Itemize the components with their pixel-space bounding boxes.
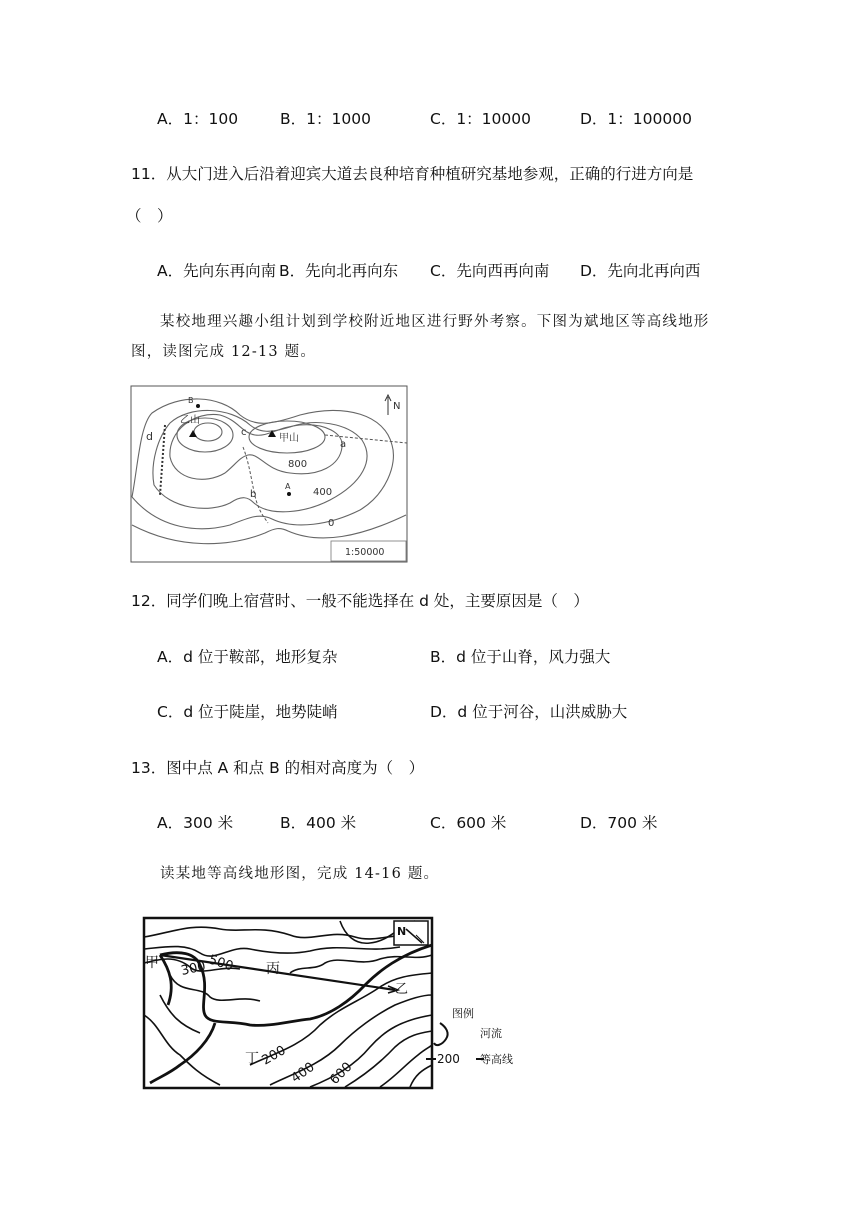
map2-label-600: 600: [327, 1059, 356, 1088]
map1-point-b-dot: [196, 404, 200, 408]
q13-option-a: A．300 米: [157, 814, 234, 832]
map1-label-800: 800: [288, 459, 308, 470]
map2-north-label: N: [397, 925, 407, 938]
map2-label-yi: 乙: [395, 982, 409, 997]
intro-12-13-line1: 某校地理兴趣小组计划到学校附近地区进行野外考察。下图为斌地区等高线地形: [160, 314, 710, 330]
map1-label-d: d: [146, 430, 153, 443]
map1-scale: 1:50000: [345, 547, 385, 558]
map1-label-0: 0: [328, 518, 335, 529]
map1-label-b: b: [250, 489, 257, 500]
map2-label-400: 400: [288, 1059, 318, 1087]
map2-legend-river-icon: [434, 1023, 448, 1045]
q12-option-b: B．d 位于山脊，风力强大: [430, 648, 611, 666]
map2-label-300: 300: [179, 959, 208, 979]
q10-option-d: D．1：100000: [580, 110, 692, 128]
map1-point-a-dot: [287, 492, 291, 496]
q10-option-c: C．1：10000: [430, 110, 531, 128]
map1-north-label: N: [393, 401, 401, 412]
q10-option-a: A．1：100: [157, 110, 239, 128]
map2-label-200: 200: [259, 1043, 289, 1069]
map1-label-c: c: [241, 427, 247, 438]
map2-legend-contour-value: 200: [437, 1052, 460, 1066]
q12-stem: 12．同学们晚上宿营时、一般不能选择在 d 处，主要原因是（ ）: [131, 592, 589, 610]
q12-option-d: D．d 位于河谷，山洪威胁大: [430, 703, 628, 721]
map2-label-jia: 甲: [145, 955, 159, 971]
map2-label-bing: 丙: [266, 961, 280, 977]
map2-label-500: 500: [206, 952, 236, 975]
q13-stem: 13．图中点 A 和点 B 的相对高度为（ ）: [131, 759, 425, 777]
q11-option-c: C．先向西再向南: [430, 262, 550, 280]
q12-option-c: C．d 位于陡崖，地势陡峭: [157, 703, 338, 721]
intro-12-13-line2: 图，读图完成 12-13 题。: [131, 344, 317, 360]
q12-option-a: A．d 位于鞍部，地形复杂: [157, 648, 338, 666]
q11-option-a: A．先向东再向南: [157, 262, 277, 280]
q10-option-b: B．1：1000: [280, 110, 371, 128]
contour-map-2: [140, 915, 530, 1091]
q13-option-b: B．400 米: [280, 814, 357, 832]
q11-paren: （ ）: [126, 207, 173, 225]
map1-label-jia-shan: 甲山: [279, 433, 299, 444]
map1-frame: [131, 386, 407, 562]
map2-legend-contour: 等高线: [480, 1053, 513, 1066]
q11-option-b: B．先向北再向东: [279, 262, 399, 280]
map1-label-yi-shan: 乙山: [180, 415, 200, 426]
q13-option-c: C．600 米: [430, 814, 507, 832]
map2-legend-river: 河流: [480, 1027, 502, 1040]
q11-option-d: D．先向北再向西: [580, 262, 701, 280]
map1-label-400: 400: [313, 487, 333, 498]
q13-option-d: D．700 米: [580, 814, 658, 832]
intro-14-16-line1: 读某地等高线地形图，完成 14-16 题。: [160, 866, 440, 882]
map2-legend-title: 图例: [452, 1007, 474, 1020]
map2-label-ding: 丁: [245, 1051, 259, 1067]
map1-label-a: a: [340, 439, 347, 450]
map1-label-A: A: [285, 482, 291, 491]
q11-stem: 11．从大门进入后沿着迎宾大道去良种培育种植研究基地参观，正确的行进方向是: [131, 165, 694, 183]
map1-label-B: B: [188, 396, 194, 405]
contour-map-1: [130, 385, 408, 563]
